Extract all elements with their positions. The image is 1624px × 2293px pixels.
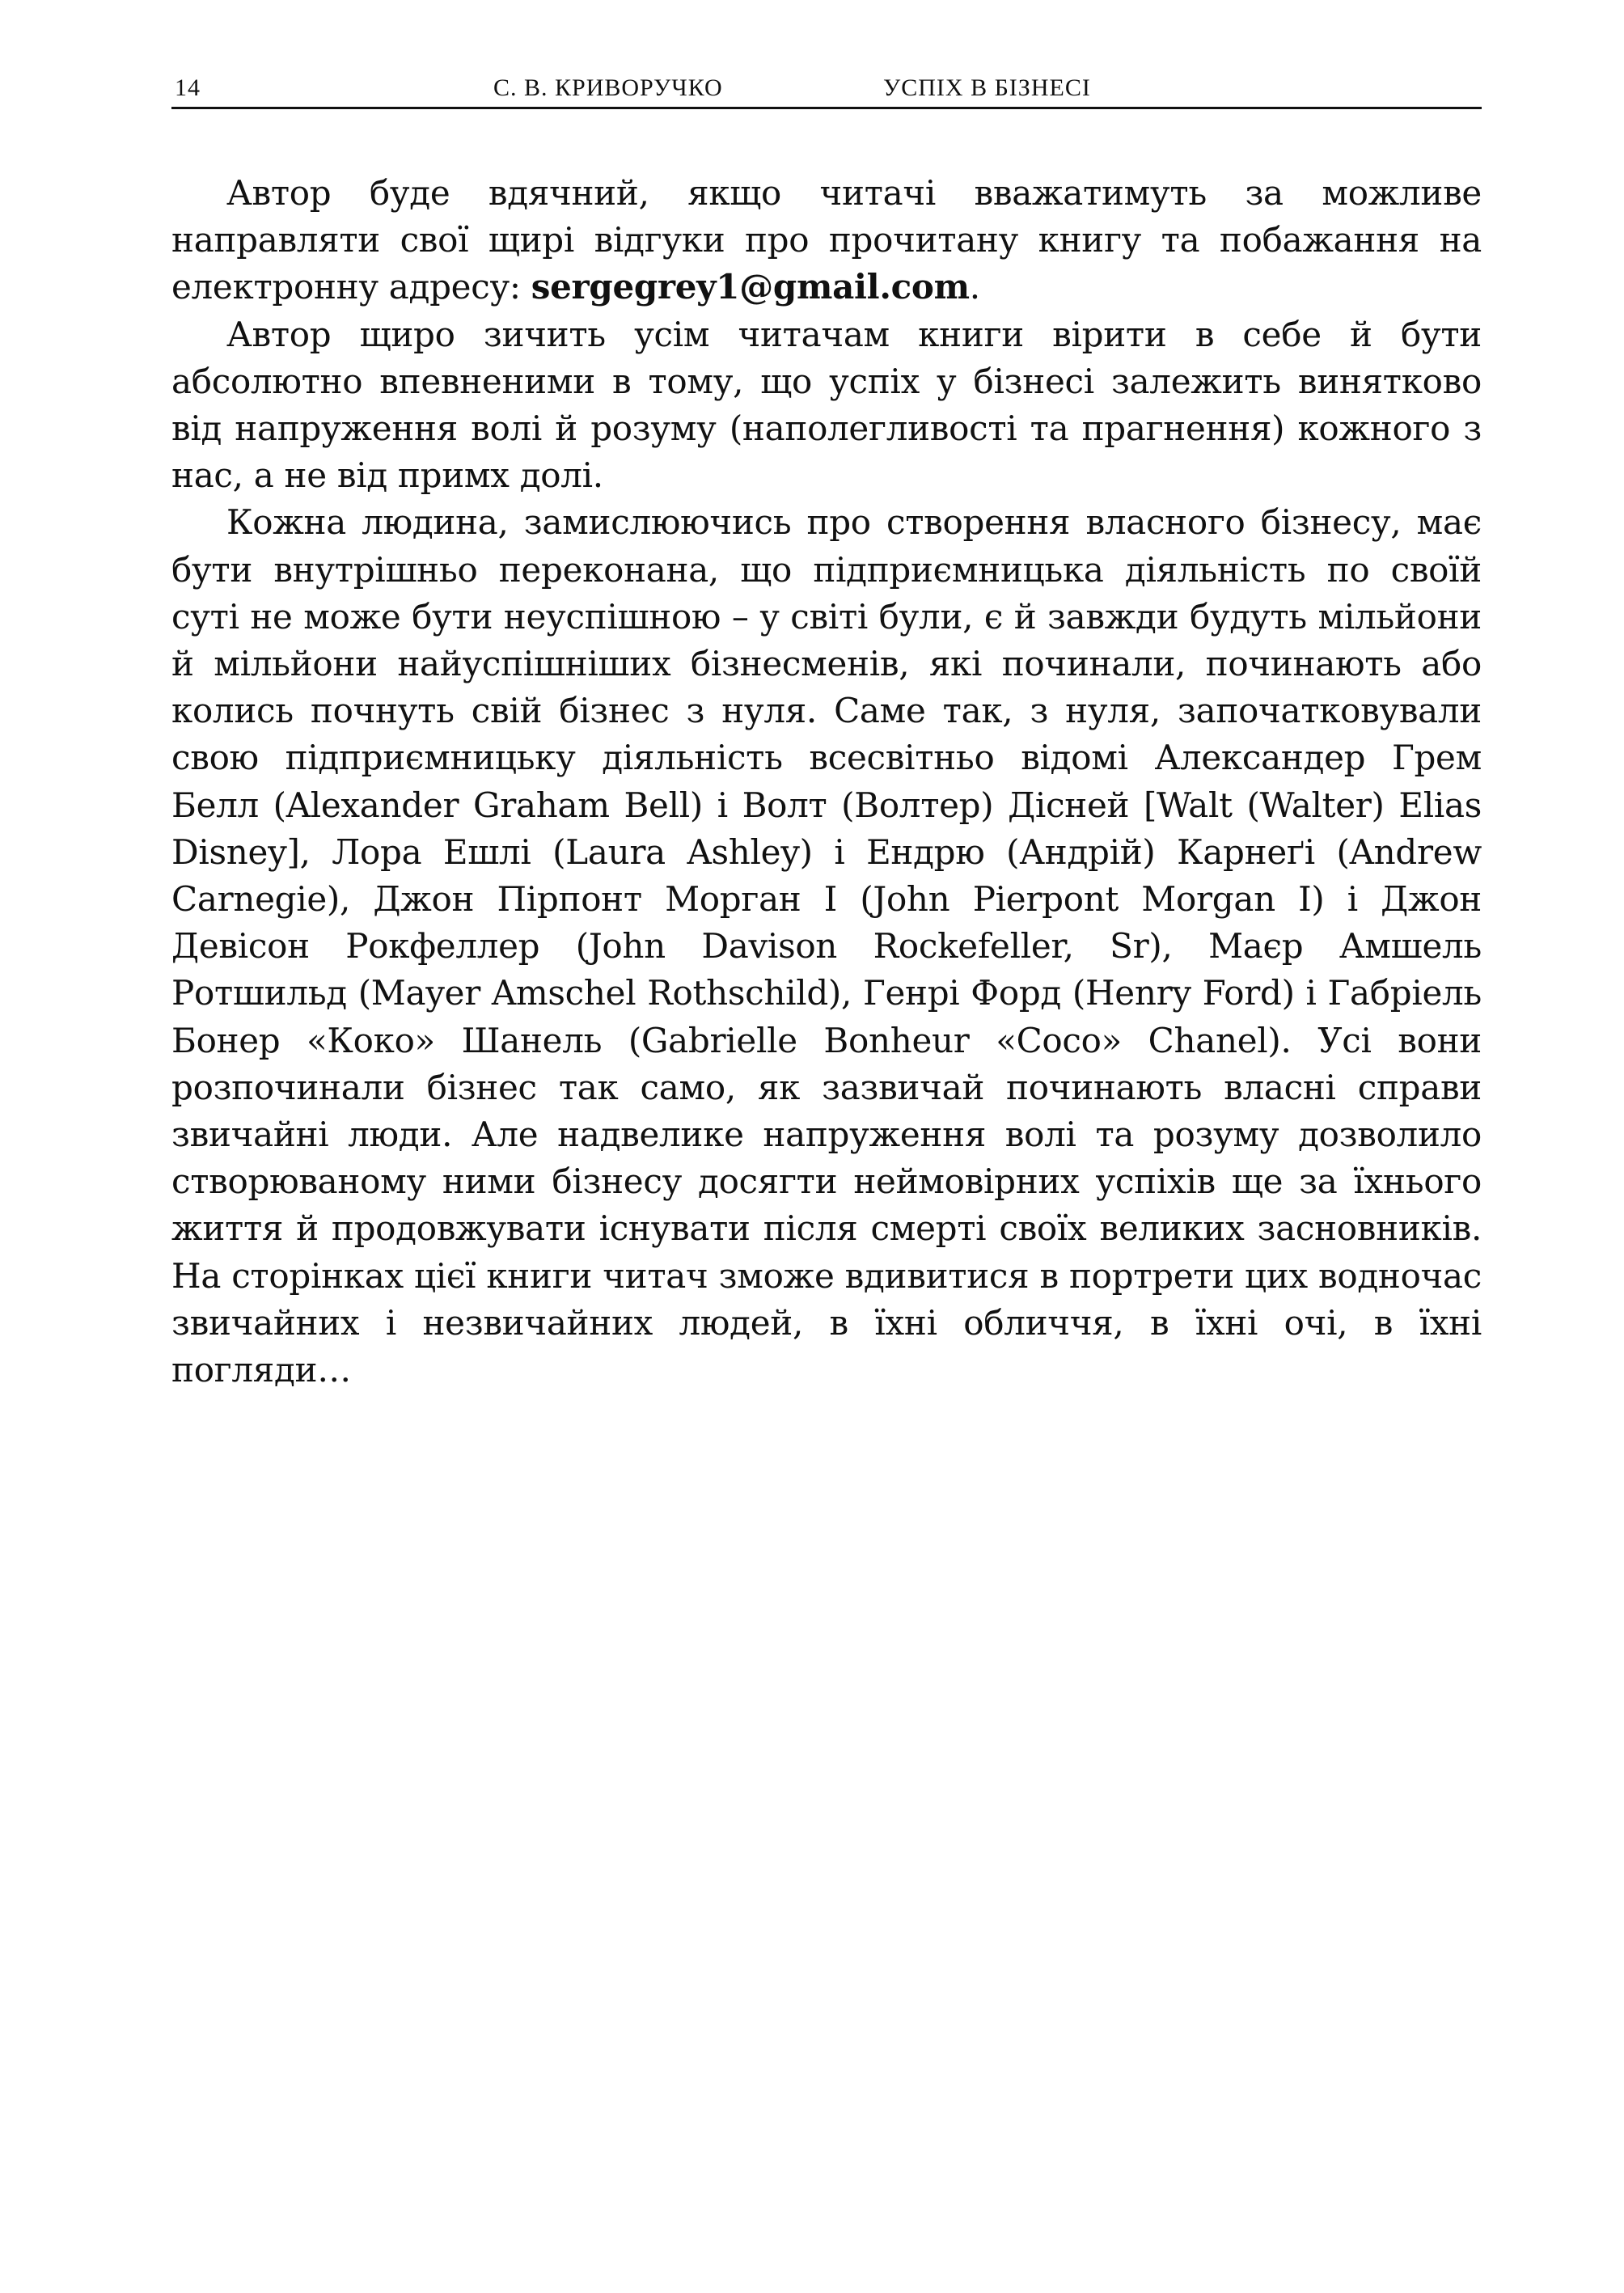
paragraph-feedback-end: . [969, 267, 980, 307]
book-title: УСПІХ В БІЗНЕСІ [883, 74, 1091, 101]
body-text [171, 170, 1482, 1394]
author-name: С. В. КРИВОРУЧКО [493, 74, 723, 101]
book-page [171, 0, 1482, 2293]
running-header [171, 70, 1482, 109]
author-email: sergegrey1@gmail.com [531, 267, 970, 307]
paragraph-feedback-text: Автор буде вдячний, якщо читачі вважатимуть за можливе направляти свої щирі відгуки про прочитану книгу та побажання на електронну адресу: [171, 173, 1482, 307]
page-number: 14 [175, 74, 201, 101]
paragraph-entrepreneurs: Кожна людина, замислюючись про створення власного бізнесу, має бути внутрішньо переконана, що підприємницька діяльність по своїй суті не може бути неуспішною – у світі були, є й завжди будуть мільйони й мільйони найуспішніших бізнесменів, які починали, починають або колись почнуть свій бізнес з нуля. Саме так, з нуля, започатковували свою підприємницьку діяльність всесвітньо відомі Александер Грем Белл (Alexander Graham Bell) і Волт (Волтер) Дісней [Walt (Walter) Elias Disney], Лора Ешлі (Laura Ashley) і Ендрю (Андрій) Карнеґі (Andrew Carnegie), Джон Пірпонт Морган І (John Pierpont Morgan I) і Джон Девісон Рокфеллер (John Davison Rockefeller, Sr), Маєр Амшель Ротшильд (Mayer Amschel Rothschild), Генрі Форд (Henry Ford) і Габріель Бонер «Коко» Шанель (Gabrielle Bonheur «Coco» Chanel). Усі вони розпочинали бізнес так само, як зазвичай починають власні справи звичайні люди. Але надвелике напруження волі та розуму дозволило створюваному ними бізнесу досягти неймовірних успіхів ще за їхнього життя й продовжувати існувати після смерті своїх великих засновників. На сторінках цієї книги читач зможе вдивитися в портрети цих водночас звичайних і незвичайних людей, в їхні обличчя, в їхні очі, в їхні погляди… [171, 502, 1482, 1390]
paragraph-wish: Автор щиро зичить усім читачам книги вірити в себе й бути абсолютно впевненими в тому, що успіх у бізнесі залежить винятково від напруження волі й розуму (наполегливості та прагнення) кожного з нас, а не від примх долі. [171, 314, 1482, 496]
paragraph-feedback [171, 170, 1482, 311]
